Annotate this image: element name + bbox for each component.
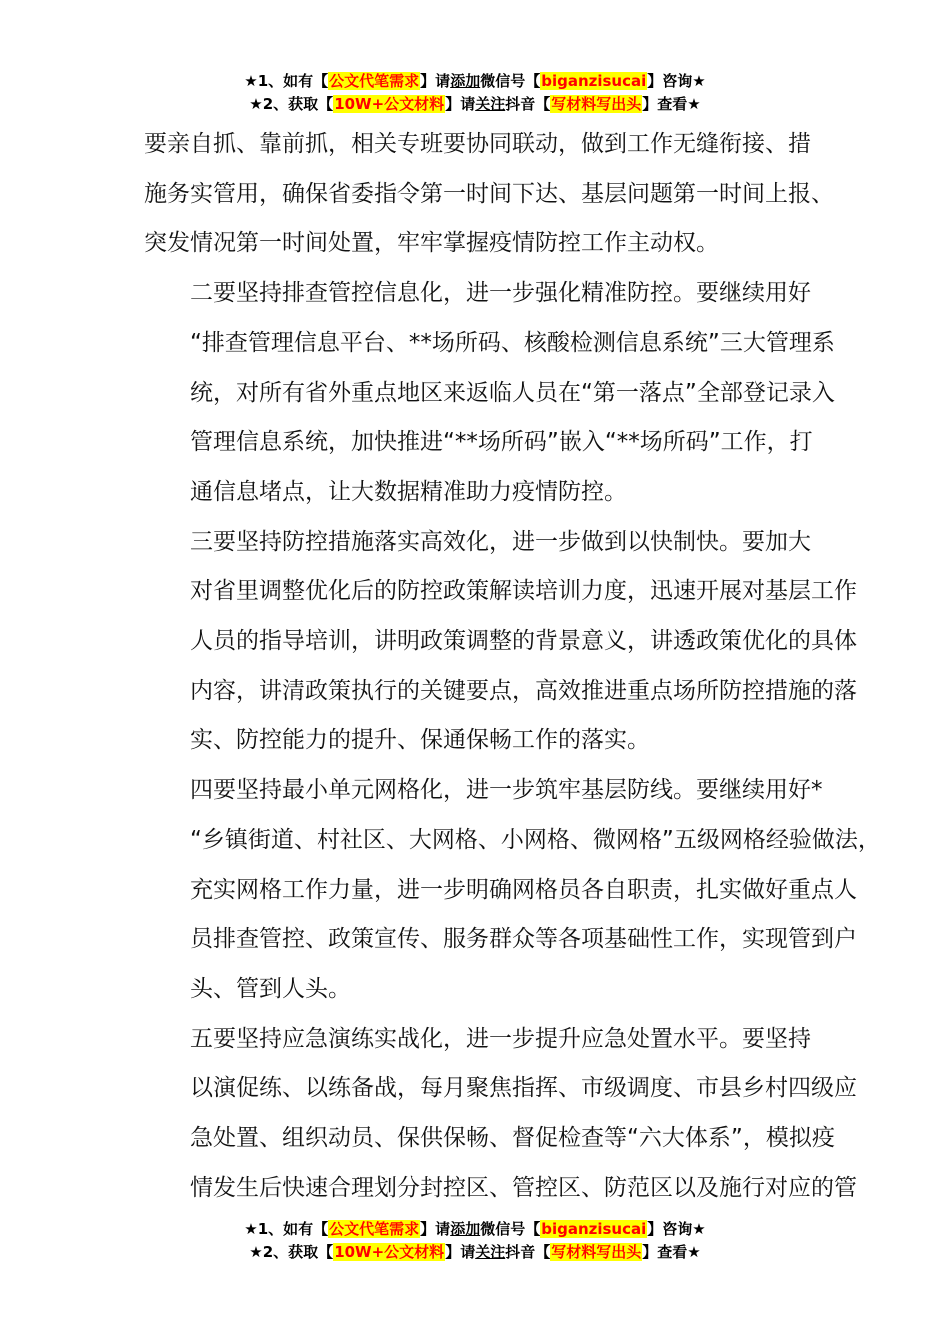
text-line: 以演促练、以练备战，每月聚焦指挥、市级调度、市县乡村四级应 [190,1075,857,1102]
text-line: 内容，讲清政策执行的关键要点，高效推进重点场所防控措施的落 [190,677,857,704]
banner-line-2 [0,93,950,116]
banner-text: 】请 [445,1243,476,1261]
text-line: 管理信息系统，加快推进“**场所码”嵌入“**场所码”工作，打 [190,429,813,456]
banner-line-1 [0,70,950,93]
text-line: 施务实管用，确保省委指令第一时间下达、基层问题第一时间上报、 [144,180,834,207]
text-line: 突发情况第一时间处置，牢牢掌握疫情防控工作主动权。 [144,230,719,257]
paragraph [144,1015,857,1214]
header-banner [0,70,950,116]
text-line: 实、防控能力的提升、保通保畅工作的落实。 [190,727,650,754]
banner-text: 】请 [420,72,451,90]
paragraph [144,269,834,518]
text-line: 情发生后快速合理划分封控区、管控区、防范区以及施行对应的管 [190,1174,857,1201]
banner-highlight: 公文代笔需求 [329,1220,420,1238]
banner-line-1 [0,1218,950,1241]
text-line: “乡镇街道、村社区、大网格、小网格、微网格”五级网格经验做法， [190,826,881,853]
banner-text: 微信号【 [480,1220,541,1238]
text-line: 要亲自抓、靠前抓，相关专班要协同联动，做到工作无缝衔接、措 [144,131,811,157]
banner-text: 抖音【 [505,1243,551,1261]
text-line: 急处置、组织动员、保供保畅、督促检查等“六大体系”，模拟疫 [190,1125,835,1152]
footer-banner [0,1218,950,1264]
banner-text: 】请 [445,95,476,113]
text-line: 对省里调整优化后的防控政策解读培训力度，迅速开展对基层工作 [190,578,857,605]
banner-highlight: biganzisucai [541,1220,647,1238]
text-line: 统，对所有省外重点地区来返临人员在“第一落点”全部登记录入 [190,379,835,406]
banner-highlight: 公文代笔需求 [329,72,420,90]
banner-highlight: 10W+公文材料 [334,1243,445,1261]
text-line: 通信息堵点，让大数据精准助力疫情防控。 [190,478,627,505]
banner-underlined-text: 关注 [475,95,506,113]
banner-highlight: 写材料写出头 [551,1243,642,1261]
text-line: 五要坚持应急演练实战化，进一步提升应急处置水平。要坚持 [190,1025,811,1052]
banner-text: 】咨询★ [647,1220,706,1238]
text-line: 人员的指导培训，讲明政策调整的背景意义，讲透政策优化的具体 [190,628,857,655]
banner-highlight: 写材料写出头 [551,95,642,113]
text-line: 充实网格工作力量，进一步明确网格员各自职责，扎实做好重点人 [190,876,857,903]
text-line: 二要坚持排查管控信息化，进一步强化精准防控。要继续用好 [190,280,811,307]
banner-text: 】咨询★ [647,72,706,90]
banner-text: 抖音【 [505,95,551,113]
paragraph [144,120,834,269]
banner-text: ★2、获取【 [249,1243,334,1261]
banner-text: ★2、获取【 [249,95,334,113]
banner-underlined-text: 添加 [450,72,481,90]
banner-underlined-text: 关注 [475,1243,506,1261]
banner-highlight: 10W+公文材料 [334,95,445,113]
banner-text: 微信号【 [480,72,541,90]
banner-line-2 [0,1241,950,1264]
banner-highlight: biganzisucai [541,72,647,90]
text-line: 员排查管控、政策宣传、服务群众等各项基础性工作，实现管到户 [190,926,857,953]
banner-text: 】查看★ [642,1243,701,1261]
banner-text: ★1、如有【 [244,72,329,90]
banner-text: 】查看★ [642,95,701,113]
document-body [144,120,881,1213]
banner-text: ★1、如有【 [244,1220,329,1238]
text-line: 四要坚持最小单元网格化，进一步筑牢基层防线。要继续用好* [190,777,823,804]
banner-underlined-text: 添加 [450,1220,481,1238]
paragraph [144,518,857,767]
text-line: 三要坚持防控措施落实高效化，进一步做到以快制快。要加大 [190,528,811,555]
banner-text: 】请 [420,1220,451,1238]
paragraph [144,766,881,1015]
text-line: 头、管到人头。 [190,975,351,1002]
text-line: “排查管理信息平台、**场所码、核酸检测信息系统”三大管理系 [190,329,835,356]
